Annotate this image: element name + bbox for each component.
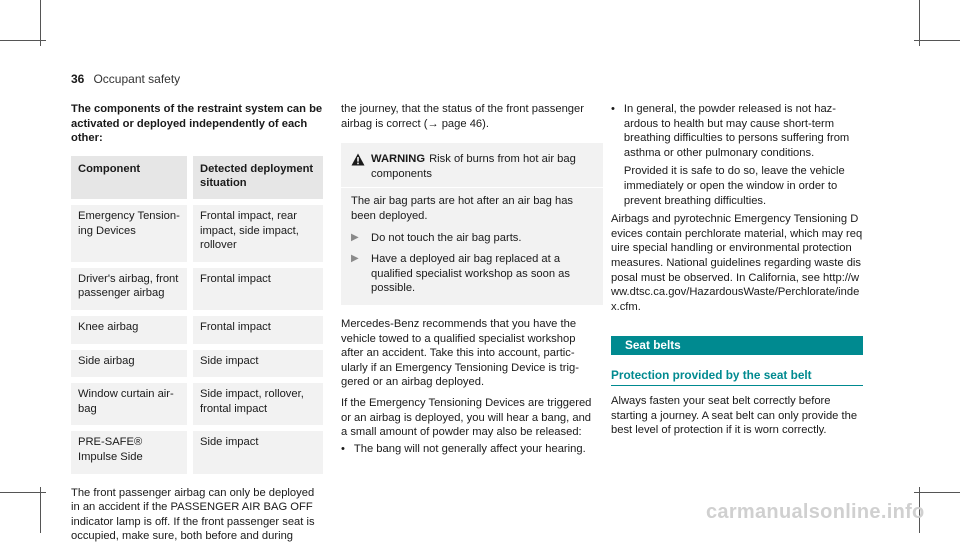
bang-paragraph: If the Emergency Tensioning Devices are triggered or an airbag is deployed, you will hear a bang, and a small amount of powder may also be released: bbox=[341, 396, 592, 439]
table-cell: Emergency Tensioning Devices bbox=[71, 202, 190, 265]
warning-header bbox=[351, 152, 593, 181]
crop-mark bbox=[0, 40, 46, 41]
warning-body: The air bag parts are hot after an air bag has been deployed. bbox=[351, 195, 574, 222]
crop-mark bbox=[40, 487, 41, 533]
warning-risk: Risk of burns from hot air bag components bbox=[371, 153, 576, 180]
warning-action-text: Do not touch the air bag parts. bbox=[371, 231, 522, 244]
watermark: carmanualsonline.info bbox=[706, 501, 925, 523]
column-1 bbox=[71, 102, 323, 544]
table-cell: Knee airbag bbox=[71, 313, 190, 347]
table-cell: Frontal impact bbox=[190, 265, 323, 313]
table-row bbox=[71, 265, 323, 313]
list-item bbox=[341, 442, 593, 457]
restraint-table bbox=[71, 156, 323, 474]
table-row bbox=[71, 347, 323, 381]
warning-action bbox=[351, 231, 593, 246]
bullet-content bbox=[624, 102, 863, 208]
crop-mark bbox=[0, 492, 46, 493]
seat-belt-paragraph: Always fasten your seat belt correctly before starting a journey. A seat belt can only provide the best level of protection if it is worn correctly. bbox=[611, 394, 858, 437]
table-row bbox=[71, 313, 323, 347]
crop-mark bbox=[914, 40, 960, 41]
section-heading-seat-belts: Seat belts bbox=[611, 336, 863, 355]
intro-text-continued: the journey, that the status of the front passenger airbag is correct (→ page 46). bbox=[341, 103, 584, 130]
warning-heading bbox=[371, 152, 593, 181]
column-3 bbox=[611, 102, 863, 438]
bullet-text: The bang will not generally affect your hearing. bbox=[353, 442, 586, 455]
table-cell: Side airbag bbox=[71, 347, 190, 381]
table-row bbox=[71, 202, 323, 265]
table-cell: Frontal impact bbox=[190, 313, 323, 347]
table-row bbox=[71, 428, 323, 473]
table-row bbox=[71, 380, 323, 428]
section-title: Occupant safety bbox=[93, 72, 181, 86]
crop-mark bbox=[914, 492, 960, 493]
warning-divider bbox=[341, 187, 603, 188]
table-cell: Side impact bbox=[190, 347, 323, 381]
page-number: 36 bbox=[71, 72, 85, 86]
table-cell: Side impact bbox=[190, 428, 323, 473]
bullet-text-continued: Provided it is safe to do so, leave the vehicle immediately or open the window in order to prevent breathing difficulties. bbox=[623, 165, 845, 207]
warning-action-text: Have a deployed air bag replaced at a qualified specialist workshop as soon as possible. bbox=[371, 253, 570, 295]
perchlorate-paragraph: Airbags and pyrotechnic Emergency Tensioning Devices contain perchlorate material, which may require special handling or environmental protection measures. National guidelines regarding waste disposal must be observed. In California, see http://www.dtsc.ca.gov/HazardousWaste/Perchlorate/index.cfm. bbox=[611, 213, 863, 313]
warning-action bbox=[351, 252, 593, 296]
bullet-text: In general, the powder released is not hazardous to health but may cause short-term breathing difficulties to persons suffering from asthma or other pulmonary conditions. bbox=[623, 103, 850, 159]
column-2 bbox=[341, 102, 603, 456]
table-cell: PRE-SAFE® Impulse Side bbox=[71, 428, 190, 473]
table-cell: Side impact, rollover, frontal impact bbox=[190, 380, 323, 428]
warning-box bbox=[341, 143, 603, 305]
warning-triangle-icon bbox=[351, 153, 365, 166]
warning-title: WARNING bbox=[371, 153, 426, 166]
bullet-icon: • bbox=[341, 442, 345, 455]
table-cell: Driver's airbag, front passenger airbag bbox=[71, 265, 190, 313]
arrow-right-icon: ▶ bbox=[351, 253, 359, 265]
arrow-right-icon: ▶ bbox=[351, 231, 359, 243]
bullet-icon: • bbox=[611, 103, 615, 115]
subheading: Protection provided by the seat belt bbox=[611, 368, 863, 386]
list-item bbox=[611, 102, 863, 208]
table-header-situation: Detected deployment situation bbox=[190, 156, 323, 202]
towing-paragraph: Mercedes-Benz recommends that you have the vehicle towed to a qualified specialist workshop after an accident. Take this into account, particularly if an Emergency Tensioning Device is triggered or an airbag deployed. bbox=[341, 317, 579, 389]
page-header bbox=[71, 72, 180, 88]
intro-text: The components of the restraint system can be activated or deployed independently of each other: bbox=[71, 103, 323, 145]
table-header-component: Component bbox=[71, 156, 190, 202]
table-cell: Frontal impact, rear impact, side impact, rollover bbox=[190, 202, 323, 265]
passenger-airbag-paragraph: The front passenger airbag can only be deployed in an accident if the PASSENGER AIR BAG OFF indicator lamp is off. If the front passenger seat is occupied, make sure, both before and during bbox=[71, 486, 315, 543]
table-cell: Window curtain airbag bbox=[71, 380, 190, 428]
